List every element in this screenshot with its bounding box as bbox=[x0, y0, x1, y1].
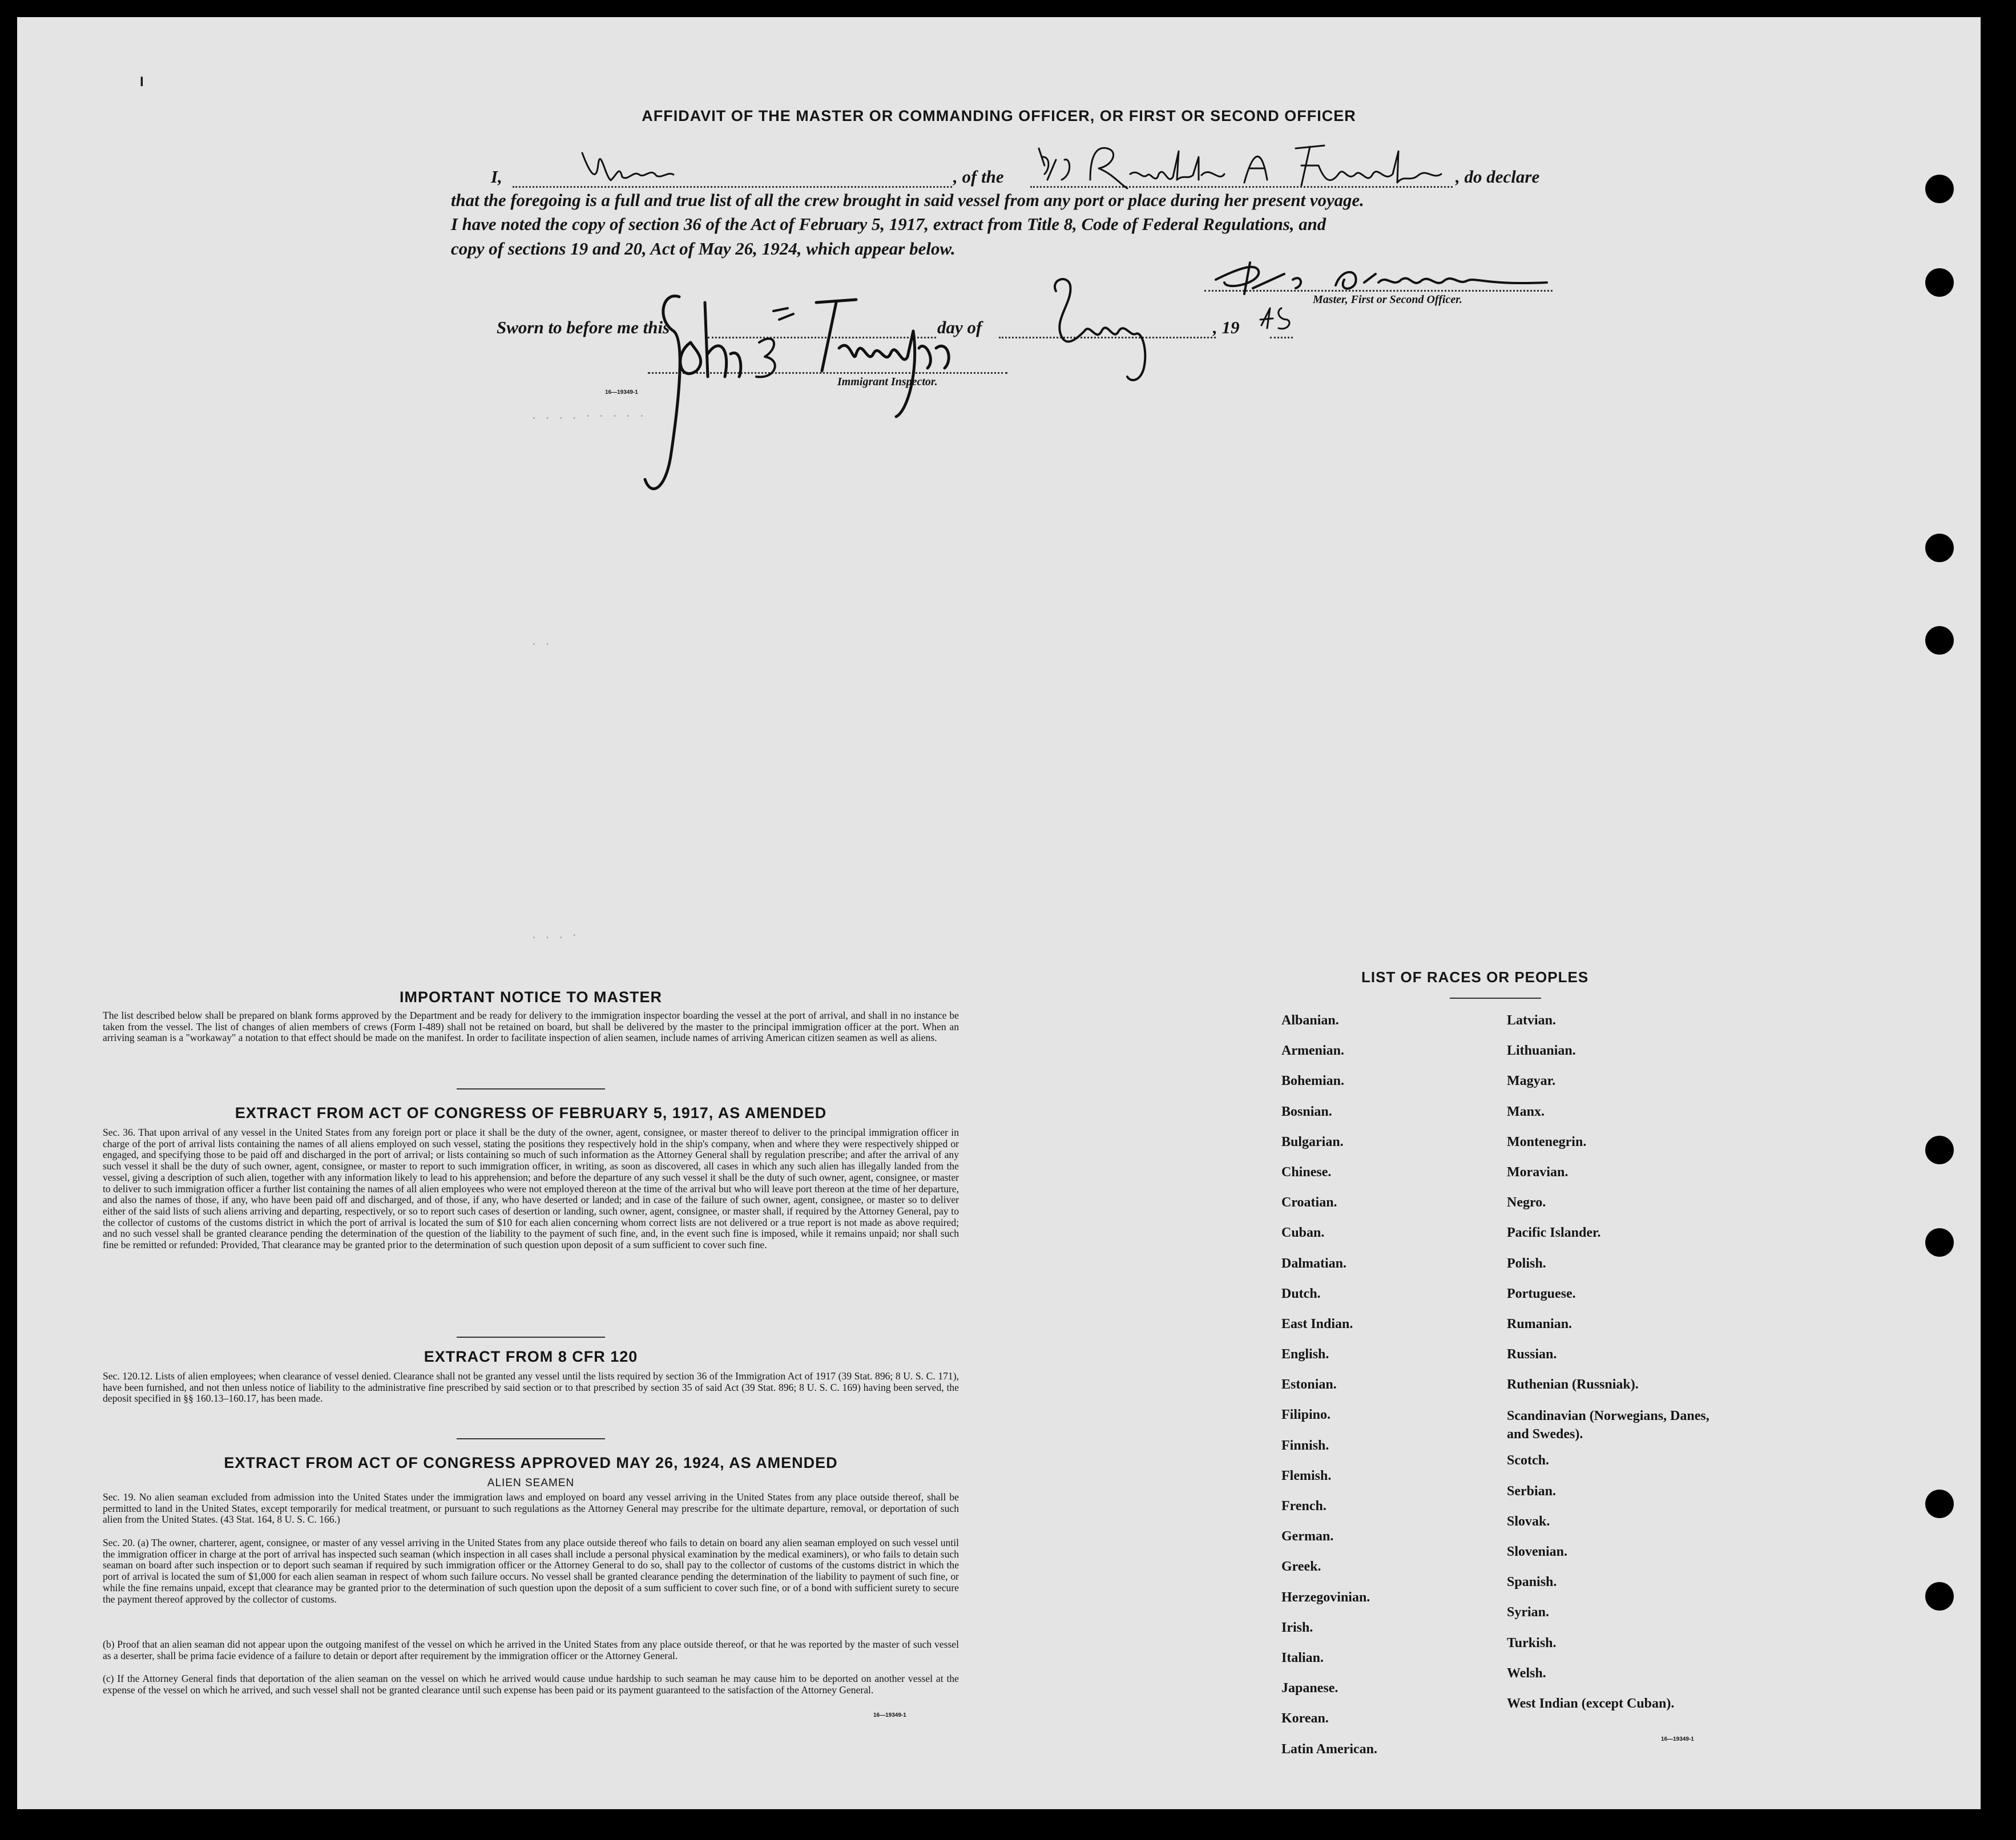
affidavit-line-3: I have noted the copy of section 36 of the Act of February 5, 1917, extract from Title 8, Code of Federal Regulations, and bbox=[451, 215, 1326, 234]
race-item: Dutch. bbox=[1281, 1286, 1321, 1301]
race-item: Rumanian. bbox=[1507, 1316, 1573, 1331]
race-item: Flemish. bbox=[1281, 1468, 1332, 1483]
sec-20a-text: Sec. 20. (a) The owner, charterer, agent, consignee, or master of any vessel arriving in the United States from any place outside thereof who fails to detain on board any alien seaman employed on such vessel until the immigration officer in charge at the port of arrival has inspected such seaman (which inspection in all cases shall include a personal physical examination by the medical examiners), or who fails to detain such seaman on board after such inspection or to deport such seaman if required by such immigration officer or the Attorney General to do so, shall pay to the collector of customs of the customs district in which the port of arrival is located the sum of $1,000 for each alien seaman in respect of whom such failure occurs. No vessel shall be granted clearance pending the determination of the liability to payment of such fine, or while the fine remains unpaid, except that clearance may be granted prior to the determination of such question upon the deposit of a sum sufficient to cover such fine, or of a bond with sufficient surety to secure the payment thereof approved by the collector of customs. bbox=[103, 1537, 959, 1605]
race-item: Herzegovinian. bbox=[1281, 1589, 1370, 1605]
extract-1924-subtitle: ALIEN SEAMEN bbox=[487, 1477, 575, 1489]
punch-hole bbox=[1925, 268, 1954, 297]
form-id-mark: I bbox=[140, 74, 144, 90]
extract-cfr-title: EXTRACT FROM 8 CFR 120 bbox=[424, 1348, 638, 1365]
affidavit-do-declare: , do declare bbox=[1455, 167, 1540, 187]
race-item: Latvian. bbox=[1507, 1013, 1557, 1028]
races-title: LIST OF RACES OR PEOPLES bbox=[1361, 969, 1589, 986]
punch-hole bbox=[1925, 1490, 1954, 1518]
affidavit-line-2: that the foregoing is a full and true list of all the crew brought in said vessel from any port or place during her present voyage. bbox=[451, 191, 1364, 210]
sec-20b-text: (b) Proof that an alien seaman did not appear upon the outgoing manifest of the vessel on which he arrived in the United States from any place outside thereof, or that he was reported by the master of such vessel as a deserter, shall be prima facie evidence of a failure to detain or deport after requirement by the immigration officer or the Attorney General. bbox=[103, 1639, 959, 1661]
affidavit-i: I, bbox=[491, 167, 502, 187]
race-item: Russian. bbox=[1507, 1347, 1557, 1362]
race-item: Finnish. bbox=[1281, 1438, 1329, 1453]
affidavit-of-the: , of the bbox=[953, 167, 1004, 187]
divider bbox=[1450, 998, 1541, 999]
punch-hole bbox=[1925, 534, 1954, 562]
race-item: Dalmatian. bbox=[1281, 1256, 1346, 1271]
race-item: Welsh. bbox=[1507, 1665, 1546, 1681]
notice-title: IMPORTANT NOTICE TO MASTER bbox=[400, 988, 662, 1006]
year-line bbox=[1270, 337, 1293, 338]
race-item: Armenian. bbox=[1281, 1043, 1344, 1059]
race-item: Pacific Islander. bbox=[1507, 1225, 1601, 1241]
punch-hole bbox=[1925, 1228, 1954, 1257]
race-item: Filipino. bbox=[1281, 1407, 1331, 1423]
punch-hole bbox=[1925, 626, 1954, 655]
races-column-1 bbox=[1281, 1013, 1377, 1772]
race-item: Croatian. bbox=[1281, 1195, 1337, 1210]
race-item: Magyar. bbox=[1507, 1074, 1556, 1089]
extract-1924-title: EXTRACT FROM ACT OF CONGRESS APPROVED MAY 26, 1924, AS AMENDED bbox=[224, 1454, 838, 1471]
race-item: Albanian. bbox=[1281, 1013, 1339, 1028]
race-item: Korean. bbox=[1281, 1711, 1329, 1726]
race-item: Bulgarian. bbox=[1281, 1134, 1344, 1149]
divider bbox=[457, 1088, 605, 1090]
race-item: Manx. bbox=[1507, 1104, 1545, 1119]
sworn-prefix: Sworn to before me this bbox=[497, 317, 670, 337]
race-item: Bohemian. bbox=[1281, 1074, 1345, 1089]
sec-19-text: Sec. 19. No alien seaman excluded from admission into the United States under the immigration laws and employed on board any vessel arriving in the United States from any place outside thereof, shall be permitted to land in the United States, except temporarily for medical treatment, or pursuant to such regulations as the Attorney General may prescribe for the ultimate departure, removal, or deportation of such alien from the United States. (43 Stat. 164, 8 U. S. C. 166.) bbox=[103, 1491, 959, 1526]
race-item: Portuguese. bbox=[1507, 1286, 1576, 1301]
form-number-right: 16—19349-1 bbox=[1661, 1736, 1694, 1742]
race-item: Scotch. bbox=[1507, 1453, 1549, 1468]
form-page bbox=[17, 17, 1981, 1809]
form-number-top: 16—19349-1 bbox=[605, 389, 638, 396]
year-prefix: , 19 bbox=[1213, 317, 1240, 337]
handwritten-master-name bbox=[576, 142, 1010, 210]
race-item: Italian. bbox=[1281, 1650, 1324, 1665]
affidavit-title: AFFIDAVIT OF THE MASTER OR COMMANDING OFFICER, OR FIRST OR SECOND OFFICER bbox=[642, 107, 1356, 124]
handwritten-master-signature bbox=[1204, 257, 1558, 302]
sec-20c-text: (c) If the Attorney General finds that deportation of the alien seaman on the vessel on which he arrived would cause undue hardship to such seaman he may cause him to be deported on another vessel at the expense of the vessel on which he arrived, and such vessel shall not be granted clearance until such expense has been paid or its payment guaranteed to the satisfaction of the Attorney General. bbox=[103, 1673, 959, 1696]
race-item: English. bbox=[1281, 1347, 1329, 1362]
notice-text: The list described below shall be prepared on blank forms approved by the Department and be ready for delivery to the immigration inspector boarding the vessel at the port of arrival, and shall in no instance be taken from the vessel. The list of changes of alien members of crews (Form I-489) shall not be retained on board, but shall be delivered by the master to the principal immigration officer at the port. When an arriving seaman is a "workaway" a notation to that effect should be made on the manifest. In order to facilitate inspection of alien seamen, include names of arriving American citizen seamen as well as aliens. bbox=[103, 1010, 959, 1044]
race-item: Spanish. bbox=[1507, 1575, 1557, 1590]
punch-hole bbox=[1925, 1582, 1954, 1611]
punch-hole bbox=[1925, 1136, 1954, 1164]
race-item: Polish. bbox=[1507, 1256, 1546, 1271]
race-item: Irish. bbox=[1281, 1620, 1313, 1635]
race-item: Lithuanian. bbox=[1507, 1043, 1576, 1059]
race-item: West Indian (except Cuban). bbox=[1507, 1696, 1675, 1711]
race-item: German. bbox=[1281, 1529, 1334, 1544]
punch-hole bbox=[1925, 175, 1954, 203]
handwritten-month bbox=[1045, 268, 1159, 388]
extract-cfr-text: Sec. 120.12. Lists of alien employees; when clearance of vessel denied. Clearance shall not be granted any vessel until the lists required by section 36 of the Immigration Act of 1917 (39 Stat. 896; 8 U. S. C. 171), have been furnished, and not then unless notice of liability to the administrative fine prescribed by said section or to that prescribed by section 35 of said Act (39 Stat. 896; 8 U. S. C. 169) having been served, the deposit specified in §§ 160.13–160.17, has been made. bbox=[103, 1370, 959, 1405]
inspector-caption: Immigrant Inspector. bbox=[837, 376, 938, 388]
race-item: Bosnian. bbox=[1281, 1104, 1332, 1119]
extract-1917-title: EXTRACT FROM ACT OF CONGRESS OF FEBRUARY 5, 1917, AS AMENDED bbox=[235, 1104, 827, 1121]
master-caption: Master, First or Second Officer. bbox=[1313, 293, 1462, 306]
race-item: Ruthenian (Russniak). bbox=[1507, 1377, 1639, 1393]
race-item: Chinese. bbox=[1281, 1164, 1332, 1180]
race-item: Serbian. bbox=[1507, 1483, 1557, 1499]
race-item: Syrian. bbox=[1507, 1605, 1550, 1620]
race-item: Greek. bbox=[1281, 1559, 1321, 1575]
day-of: day of bbox=[937, 317, 982, 337]
race-item: Slovak. bbox=[1507, 1514, 1550, 1529]
race-item: Japanese. bbox=[1281, 1681, 1338, 1696]
divider bbox=[457, 1337, 605, 1338]
extract-1917-text: Sec. 36. That upon arrival of any vessel in the United States from any foreign port or place it shall be the duty of the owner, agent, consignee, or master thereof to deliver to the principal immigration officer in charge of the port of arrival lists containing the names of all aliens employed on such vessel, stating the positions they respectively hold in the ship's company, when and where they were respectively shipped or engaged, and specifying those to be paid off and discharged in the port of arrival; or lists containing so much of such information as the Attorney General shall by regulation prescribe; and after the arrival of any such vessel it shall be the duty of such owner, agent, consignee, or master to report to such immigration officer, in writing, as soon as discovered, all cases in which any such alien has illegally landed from the vessel, giving a description of such alien, together with any information likely to lead to his apprehension; and before the departure of any such vessel it shall be the duty of such owner, agent, consignee, or master to deliver to such immigration officer a further list containing the names of all alien employees who were not employed thereon at the time of the arrival but who will leave port thereon at the time of her departure, and also the names of those, if any, who have been paid off and discharged, and of those, if any, who have deserted or landed; and in case of the failure of such owner, agent, consignee, or master so to deliver either of the said lists of such aliens arriving and departing, respectively, or so to report such cases of desertion or landing, such owner, agent, consignee, or master shall, if required by the Attorney General, pay to the collector of customs of the customs district in which the port of arrival is located the sum of $10 for each alien concerning whom correct lists are not delivered or a true report is not made as above required; and no such vessel shall be granted clearance pending the determination of the question of the liability to the payment of such fine, and, in the event such fine is imposed, while it remains unpaid; nor shall such fine be remitted or refunded: Provided, That clearance may be granted prior to the determination of such question upon deposit of a sum sufficient to cover such fine. bbox=[103, 1127, 959, 1251]
race-item: Latin American. bbox=[1281, 1741, 1377, 1757]
race-item: Cuban. bbox=[1281, 1225, 1325, 1241]
race-item: Estonian. bbox=[1281, 1377, 1337, 1393]
races-column-2 bbox=[1507, 1013, 1712, 1726]
race-item: Slovenian. bbox=[1507, 1544, 1568, 1559]
race-item: East Indian. bbox=[1281, 1316, 1353, 1331]
race-item: Turkish. bbox=[1507, 1635, 1557, 1651]
divider bbox=[457, 1438, 605, 1439]
handwritten-vessel-name bbox=[1027, 134, 1450, 197]
form-number-left: 16—19349-1 bbox=[873, 1712, 906, 1718]
race-item: Montenegrin. bbox=[1507, 1134, 1587, 1149]
race-item: Moravian. bbox=[1507, 1164, 1569, 1180]
race-item: French. bbox=[1281, 1499, 1326, 1514]
affidavit-line-4: copy of sections 19 and 20, Act of May 26, 1924, which appear below. bbox=[451, 239, 955, 259]
carbon-bleed-area: . . . . · · · · · · · . . . · bbox=[531, 411, 646, 942]
handwritten-year bbox=[1256, 302, 1301, 337]
race-item: Negro. bbox=[1507, 1195, 1546, 1210]
race-item: Scandinavian (Norwegians, Danes, and Swedes). bbox=[1507, 1409, 1709, 1442]
